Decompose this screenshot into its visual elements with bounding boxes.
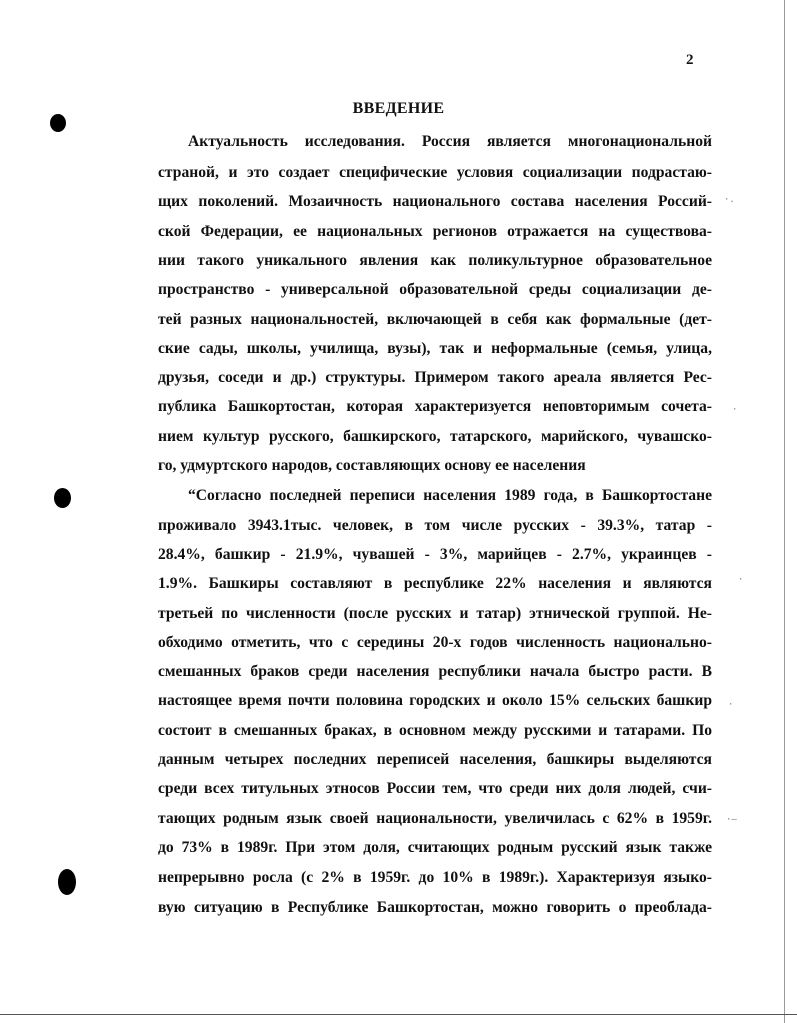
- text-line: пространство - универсальной образовательной среды социализации де-: [158, 281, 712, 298]
- text-line: до 73% в 1989г. При этом доля, считающих родным русский язык также: [158, 839, 712, 856]
- text-line: Актуальность исследования. Россия является многонациональной: [188, 133, 712, 150]
- text-line: страной, и это создает специфические условия социализации подрастаю-: [158, 164, 712, 181]
- scan-speck: ·: [728, 700, 734, 710]
- page-number: 2: [686, 52, 694, 68]
- text-line: данным четырех последних переписей населения, башкиры выделяются: [158, 751, 712, 768]
- text-line: настоящее время почти половина городских и около 15% сельских башкир: [158, 692, 712, 709]
- punch-hole-mark: [50, 114, 66, 132]
- text-line: го, удмуртского народов, составляющих основу ее населения: [158, 457, 586, 474]
- text-line: нием культур русского, башкирского, татарского, марийского, чувашско-: [158, 428, 712, 445]
- text-line: тей разных национальностей, включающей в себя как формальные (дет-: [158, 311, 712, 328]
- text-line: тающих родным язык своей национальности, увеличилась с 62% в 1959г.: [158, 810, 712, 827]
- text-line: состоит в смешанных браках, в основном между русскими и татарами. По: [158, 722, 712, 739]
- section-title: ВВЕДЕНИЕ: [352, 100, 445, 117]
- text-line: проживало 3943.1тыс. человек, в том числе русских - 39.3%, татар -: [158, 517, 712, 534]
- text-line: вую ситуацию в Республике Башкортостан, можно говорить о преоблада-: [158, 899, 712, 916]
- scan-speck: ·: [738, 575, 744, 585]
- scan-edge-right: [784, 0, 785, 1023]
- punch-hole-mark: [54, 488, 71, 508]
- text-line: 28.4%, башкир - 21.9%, чувашей - 3%, марийцев - 2.7%, украинцев -: [158, 546, 712, 563]
- text-line: непрерывно росла (с 2% в 1959г. до 10% в 1989г.). Характеризуя языко-: [158, 869, 712, 886]
- text-line: среди всех титульных этносов России тем, что среди них доля людей, счи-: [158, 780, 712, 797]
- text-line: публика Башкортостан, которая характеризуется неповторимым сочета-: [158, 398, 712, 415]
- text-line: друзья, соседи и др.) структуры. Примером такого ареала является Рес-: [158, 369, 712, 386]
- text-line: ские сады, школы, училища, вузы), так и неформальные (семья, улица,: [158, 340, 712, 357]
- punch-hole-mark: [58, 869, 76, 895]
- text-line: “Согласно последней переписи населения 1989 года, в Башкортостане: [188, 487, 712, 504]
- text-line: третьей по численности (после русских и татар) этнической группой. Не-: [158, 605, 712, 622]
- text-line: нии такого уникального явления как поликультурное образовательное: [158, 252, 712, 269]
- scan-speck: ·: [732, 405, 738, 415]
- text-line: ской Федерации, ее национальных регионов отражается на существова-: [158, 223, 712, 240]
- scan-speck: ·.: [724, 195, 735, 205]
- text-line: обходимо отметить, что с середины 20-х годов численность национально-: [158, 634, 712, 651]
- text-line: 1.9%. Башкиры составляют в республике 22% населения и являются: [158, 575, 712, 592]
- text-line: смешанных браков среди населения республики начала быстро расти. В: [158, 663, 712, 680]
- scan-edge-bottom: [0, 1014, 797, 1015]
- scan-speck: ·—: [726, 815, 737, 825]
- text-line: щих поколений. Мозаичность национального состава населения Россий-: [158, 193, 712, 210]
